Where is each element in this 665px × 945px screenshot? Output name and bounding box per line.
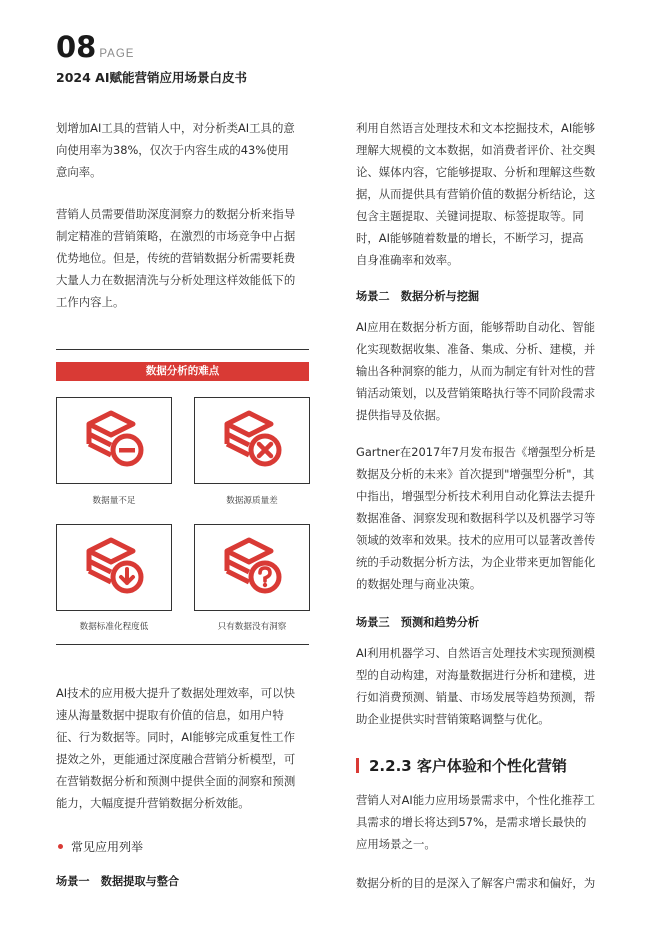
- panel-title: 数据分析的难点: [56, 362, 309, 381]
- text-line: 时，AI能够随着数量的增长，不断学习，提高: [356, 231, 584, 245]
- bullet-heading: [58, 838, 143, 855]
- text-line: 大量人力在数据清洗与分析处理这样效能低下的: [56, 273, 296, 287]
- text-line: 论、媒体内容，它能够提取、分析和理解这些数: [356, 165, 596, 179]
- page-number: 08: [56, 30, 97, 64]
- text-line: 型的自动构建，对海量数据进行分析和建模，进: [356, 668, 596, 682]
- text-line: 数据分析的目的是深入了解客户需求和偏好，为: [356, 876, 596, 890]
- database-download-icon: [84, 535, 144, 597]
- text-line: 优势地位。但是，传统的营销数据分析需要耗费: [56, 251, 296, 265]
- right-paragraph-3: [356, 441, 613, 595]
- text-line: 制定精准的营销策略，在激烈的市场竞争中占据: [56, 229, 296, 243]
- text-line: 营销人对AI能力应用场景需求中，个性化推荐工: [356, 793, 595, 807]
- bullet-heading-text: 常见应用列举: [71, 840, 144, 854]
- text-line: 具需求的增长将达到57%，是需求增长最快的: [356, 815, 587, 829]
- text-line: 领域的效率和效果。技术的应用可以显著改善传: [356, 533, 596, 547]
- right-paragraph-2: [356, 316, 613, 426]
- text-line: 行如消费预测、销量、市场发展等趋势预测，帮: [356, 690, 596, 704]
- text-line: 助企业提供实时营销策略调整与优化。: [356, 712, 550, 726]
- text-line: 意向率。: [56, 165, 102, 179]
- section-accent-bar: [356, 758, 359, 773]
- text-line: 输出各种洞察的能力，从而为制定有针对性的营: [356, 364, 596, 378]
- text-line: 工作内容上。: [56, 295, 125, 309]
- card-caption: 数据标准化程度低: [79, 622, 149, 632]
- right-paragraph-1: [356, 117, 613, 271]
- text-line: 数据及分析的未来》首次提到"增强型分析"，其: [356, 467, 595, 481]
- scene-1-heading: 场景一 数据提取与整合: [56, 875, 180, 888]
- card-caption: 只有数据没有洞察: [217, 622, 287, 632]
- database-minus-icon: [84, 408, 144, 470]
- text-line: 理解大规模的文本数据，如消费者评价、社交舆: [356, 143, 596, 157]
- panel-top-divider: [56, 349, 309, 350]
- text-line: Gartner在2017年7月发布报告《增强型分析是: [356, 445, 596, 459]
- left-paragraph-2: [56, 203, 309, 313]
- document-title: 2024 AI赋能营销应用场景白皮书: [56, 70, 247, 85]
- text-line: 应用场景之一。: [356, 837, 436, 851]
- card-caption: 数据源质量差: [226, 496, 278, 506]
- left-paragraph-3: [56, 682, 309, 814]
- text-line: 中指出，增强型分析技术利用自动化算法去提升: [356, 489, 596, 503]
- text-line: 销活动策划，以及营销策略执行等不同阶段需求: [356, 386, 596, 400]
- text-line: AI利用机器学习、自然语言处理技术实现预测模: [356, 646, 595, 660]
- text-line: 统的手动数据分析方法，为企业带来更加智能化: [356, 555, 596, 569]
- text-line: AI技术的应用极大提升了数据处理效率，可以快: [56, 686, 295, 700]
- text-line: 速从海量数据中提取有价值的信息，如用户特: [56, 708, 284, 722]
- text-line: 提效之外，更能通过深度融合营销分析模型，可: [56, 752, 296, 766]
- text-line: 向使用率为38%，仅次于内容生成的43%使用: [56, 143, 289, 157]
- panel-bottom-divider: [56, 644, 309, 645]
- text-line: 据，从而提供具有营销价值的数据分析结论，这: [356, 187, 596, 201]
- text-line: AI应用在数据分析方面，能够帮助自动化、智能: [356, 320, 595, 334]
- section-heading-text: 2.2.3 客户体验和个性化营销: [369, 757, 567, 775]
- text-line: 的数据处理与商业决策。: [356, 577, 482, 591]
- database-question-icon: [222, 535, 282, 597]
- right-paragraph-4: [356, 642, 613, 730]
- card-low-standardization: [56, 524, 172, 611]
- text-line: 化实现数据收集、准备、集成、分析、建模，并: [356, 342, 596, 356]
- card-data-source-quality: [194, 397, 310, 484]
- card-no-insight: [194, 524, 310, 611]
- text-line: 在营销数据分析和预测中提供全面的洞察和预测: [56, 774, 296, 788]
- bullet-dot-icon: [58, 844, 63, 849]
- right-paragraph-6: [356, 872, 613, 894]
- card-caption: 数据量不足: [92, 496, 136, 506]
- database-cross-icon: [222, 408, 282, 470]
- page-header: [56, 30, 134, 64]
- scene-3-heading: 场景三 预测和趋势分析: [356, 616, 480, 629]
- scene-2-heading: 场景二 数据分析与挖掘: [356, 290, 480, 303]
- text-line: 征、行为数据等。同时，AI能够完成重复性工作: [56, 730, 295, 744]
- text-line: 能力，大幅度提升营销数据分析效能。: [56, 796, 250, 810]
- left-paragraph-1: [56, 117, 309, 183]
- text-line: 营销人员需要借助深度洞察力的数据分析来指导: [56, 207, 296, 221]
- text-line: 提供指导及依据。: [356, 408, 448, 422]
- card-data-insufficient: [56, 397, 172, 484]
- text-line: 数据准备、洞察发现和数据科学以及机器学习等: [356, 511, 596, 525]
- text-line: 划增加AI工具的营销人中，对分析类AI工具的意: [56, 121, 295, 135]
- right-paragraph-5: [356, 789, 613, 855]
- section-heading: [356, 755, 567, 776]
- page-label: PAGE: [99, 48, 135, 60]
- text-line: 包含主题提取、关键词提取、标签提取等。同: [356, 209, 584, 223]
- text-line: 利用自然语言处理技术和文本挖掘技术，AI能够: [356, 121, 595, 135]
- text-line: 自身准确率和效率。: [356, 253, 459, 267]
